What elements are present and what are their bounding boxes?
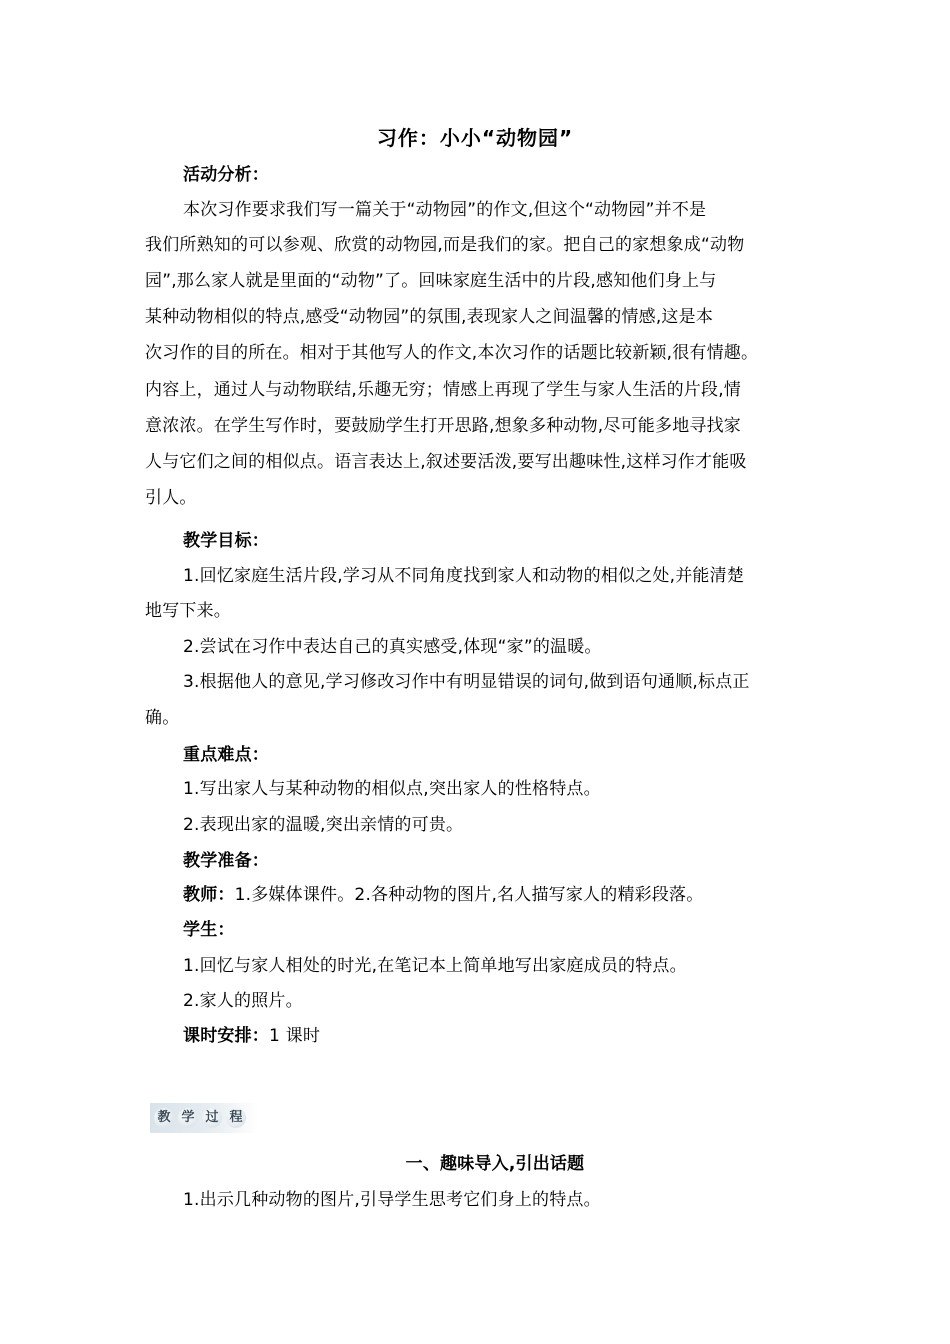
section-item: 1.出示几种动物的图片,引导学生思考它们身上的特点。 bbox=[183, 1190, 601, 1210]
goal-item: 确。 bbox=[145, 708, 180, 728]
preparation-heading: 教学准备： bbox=[183, 851, 269, 871]
student-label: 学生： bbox=[183, 920, 235, 940]
activity-heading: 活动分析： bbox=[183, 165, 269, 185]
activity-line: 内容上，通过人与动物联结,乐趣无穷；情感上再现了学生与家人生活的片段,情 bbox=[145, 380, 742, 400]
activity-line: 园”,那么家人就是里面的“动物”了。回味家庭生活中的片段,感知他们身上与 bbox=[145, 271, 717, 291]
schedule-label: 课时安排： bbox=[183, 1026, 269, 1046]
badge-char: 教 bbox=[154, 1108, 174, 1128]
key-point-item: 2.表现出家的温暖,突出亲情的可贵。 bbox=[183, 815, 464, 835]
teacher-label: 教师： bbox=[183, 885, 235, 905]
goal-item: 地写下来。 bbox=[145, 601, 231, 621]
goal-item: 2.尝试在习作中表达自己的真实感受,体现“家”的温暖。 bbox=[183, 637, 602, 657]
schedule bbox=[183, 1025, 810, 1047]
activity-line: 次习作的目的所在。相对于其他写人的作文,本次习作的话题比较新颖,很有情趣。 bbox=[145, 343, 759, 363]
teacher-preparation bbox=[183, 884, 810, 906]
section-heading: 一、趣味导入,引出话题 bbox=[405, 1154, 585, 1174]
activity-line: 引人。 bbox=[145, 488, 197, 508]
key-point-item: 1.写出家人与某种动物的相似点,突出家人的性格特点。 bbox=[183, 779, 601, 799]
badge-char: 学 bbox=[178, 1108, 198, 1128]
activity-line: 人与它们之间的相似点。语言表达上,叙述要活泼,要写出趣味性,这样习作才能吸 bbox=[145, 452, 747, 472]
student-item: 2.家人的照片。 bbox=[183, 991, 303, 1011]
activity-line: 意浓浓。在学生写作时，要鼓励学生打开思路,想象多种动物,尽可能多地寻找家 bbox=[145, 416, 742, 436]
activity-line: 某种动物相似的特点,感受“动物园”的氛围,表现家人之间温馨的情感,这是本 bbox=[145, 307, 714, 327]
goal-item: 1.回忆家庭生活片段,学习从不同角度找到家人和动物的相似之处,并能清楚 bbox=[183, 566, 745, 586]
key-points-heading: 重点难点： bbox=[183, 745, 269, 765]
activity-line: 本次习作要求我们写一篇关于“动物园”的作文,但这个“动物园”并不是 bbox=[183, 200, 707, 220]
badge-char: 过 bbox=[202, 1108, 222, 1128]
teacher-text: 1.多媒体课件。2.各种动物的图片,名人描写家人的精彩段落。 bbox=[234, 885, 704, 905]
student-item: 1.回忆与家人相处的时光,在笔记本上简单地写出家庭成员的特点。 bbox=[183, 956, 687, 976]
schedule-text: 1 课时 bbox=[269, 1026, 321, 1046]
goal-item: 3.根据他人的意见,学习修改习作中有明显错误的词句,做到语句通顺,标点正 bbox=[183, 672, 750, 692]
activity-line: 我们所熟知的可以参观、欣赏的动物园,而是我们的家。把自己的家想象成“动物 bbox=[145, 235, 745, 255]
badge-char: 程 bbox=[226, 1108, 246, 1128]
teaching-process-badge bbox=[150, 1103, 258, 1133]
goals-heading: 教学目标： bbox=[183, 531, 269, 551]
page-title: 习作：小小“动物园” bbox=[376, 126, 574, 150]
